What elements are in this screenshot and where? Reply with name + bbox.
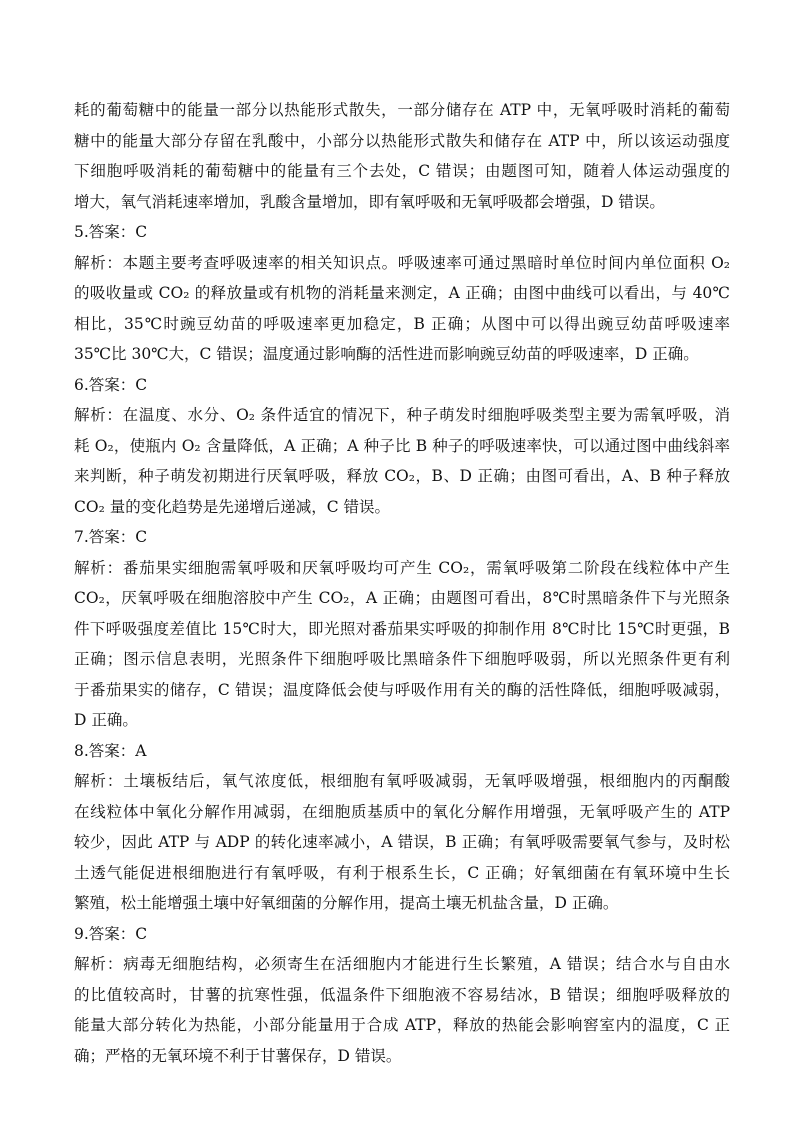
text-line: 9.答案：C: [74, 924, 148, 943]
text-line: 增大，氧气消耗速率增加，乳酸含量增加，即有氧呼吸和无氧呼吸都会增强，D 错误。: [74, 192, 665, 211]
text-line: 繁殖，松土能增强土壤中好氧细菌的分解作用，提高土壤无机盐含量，D 正确。: [74, 894, 619, 912]
text-line: 解析：本题主要考查呼吸速率的相关知识点。呼吸速率可通过黑暗时单位时间内单位面积 O₂: [74, 253, 730, 272]
text-line: 于番茄果实的储存，C 错误；温度降低会使与呼吸作用有关的酶的活性降低，细胞呼吸减弱，: [74, 680, 730, 699]
text-line: 解析：番茄果实细胞需氧呼吸和厌氧呼吸均可产生 CO₂，需氧呼吸第二阶段在线粒体中产生: [74, 558, 730, 577]
text-line: 较少，因此 ATP 与 ADP 的转化速率减小，A 错误，B 正确；有氧呼吸需要氧气参与，及时松: [74, 833, 730, 851]
text-line: 解析：土壤板结后，氧气浓度低，根细胞有氧呼吸减弱，无氧呼吸增强，根细胞内的丙酮酸: [74, 772, 730, 790]
text-line: 6.答案：C: [74, 375, 148, 394]
text-line: 相比，35℃时豌豆幼苗的呼吸速率更加稳定，B 正确；从图中可以得出豌豆幼苗呼吸速率: [74, 314, 730, 333]
text-line: 的吸收量或 CO₂ 的释放量或有机物的消耗量来测定，A 正确；由图中曲线可以看出，与 40℃: [74, 284, 730, 302]
text-line: 35℃比 30℃大，C 错误；温度通过影响酶的活性进而影响豌豆幼苗的呼吸速率，D 正确。: [74, 345, 699, 363]
text-line: 来判断，种子萌发初期进行厌氧呼吸，释放 CO₂，B、D 正确；由图可看出，A、B 种子释放: [74, 467, 730, 485]
text-line: 耗 O₂，使瓶内 O₂ 含量降低，A 正确；A 种子比 B 种子的呼吸速率快，可以通过图中曲线斜率: [74, 436, 730, 455]
text-line: 5.答案：C: [74, 223, 148, 241]
text-line: 解析：在温度、水分、O₂ 条件适宜的情况下，种子萌发时细胞呼吸类型主要为需氧呼吸，消: [74, 406, 730, 424]
text-line: D 正确。: [74, 711, 138, 729]
text-line: 确；严格的无氧环境不利于甘薯保存，D 错误。: [74, 1046, 402, 1065]
text-line: 正确；图示信息表明，光照条件下细胞呼吸比黑暗条件下细胞呼吸弱，所以光照条件更有利: [74, 650, 730, 668]
text-line: 糖中的能量大部分存留在乳酸中，小部分以热能形式散失和储存在 ATP 中，所以该运动强度: [74, 131, 730, 150]
text-line: CO₂ 量的变化趋势是先递增后递减，C 错误。: [74, 497, 390, 516]
text-line: 能量大部分转化为热能，小部分能量用于合成 ATP，释放的热能会影响窖室内的温度，C 正: [74, 1016, 730, 1034]
text-line: 下细胞呼吸消耗的葡萄糖中的能量有三个去处，C 错误；由题图可知，随着人体运动强度的: [74, 162, 730, 180]
text-line: 在线粒体中氧化分解作用减弱，在细胞质基质中的氧化分解作用增强，无氧呼吸产生的 ATP: [74, 802, 730, 821]
text-line: 土透气能促进根细胞进行有氧呼吸，有利于根系生长，C 正确；好氧细菌在有氧环境中生长: [74, 863, 730, 882]
text-line: 耗的葡萄糖中的能量一部分以热能形式散失，一部分储存在 ATP 中，无氧呼吸时消耗的葡萄: [74, 101, 730, 119]
text-line: 的比值较高时，甘薯的抗寒性强，低温条件下细胞液不容易结冰，B 错误；细胞呼吸释放的: [74, 985, 730, 1004]
text-line: CO₂，厌氧呼吸在细胞溶胶中产生 CO₂，A 正确；由题图可看出，8℃时黑暗条件下与光照条: [74, 589, 730, 607]
text-line: 8.答案：A: [74, 741, 147, 760]
text-line: 7.答案：C: [74, 528, 148, 546]
text-line: 解析：病毒无细胞结构，必须寄生在活细胞内才能进行生长繁殖，A 错误；结合水与自由水: [74, 955, 730, 973]
answer-explanation-document: [74, 95, 730, 1071]
text-line: 件下呼吸强度差值比 15℃时大，即光照对番茄果实呼吸的抑制作用 8℃时比 15℃时更强，B: [74, 619, 730, 638]
